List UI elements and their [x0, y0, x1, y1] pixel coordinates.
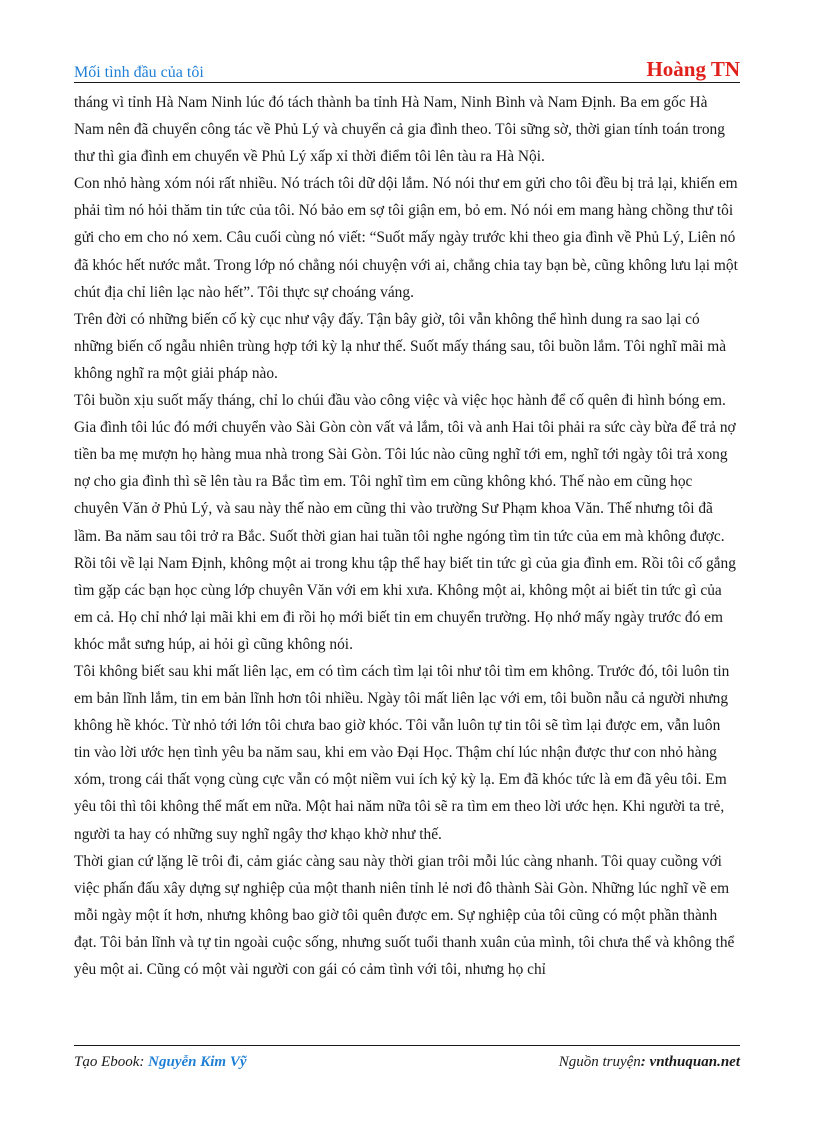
header-divider — [74, 82, 740, 83]
page-header — [74, 48, 740, 82]
footer-divider — [74, 1045, 740, 1046]
paragraph: Thời gian cứ lặng lẽ trôi đi, cảm giác càng sau này thời gian trôi mỗi lúc càng nhanh. Tôi quay cuồng với việc phấn đấu xây dựng sự nghiệp của một thanh niên tỉnh lẻ nơi đô thành Sài Gòn. Những lúc nghĩ về em mỗi ngày một ít hơn, nhưng không bao giờ tôi quên được em. Sự nghiệp của tôi cũng có một phần thành đạt. Tôi bản lĩnh và tự tin ngoài cuộc sống, nhưng suốt tuổi thanh xuân của mình, tôi chưa thể và không thể yêu một ai. Cũng có một vài người con gái có cảm tình với tôi, nhưng họ chỉ — [74, 852, 735, 978]
author-name: Hoàng TN — [646, 57, 740, 81]
document-title: Mối tình đầu của tôi — [74, 64, 204, 81]
paragraph: Con nhỏ hàng xóm nói rất nhiều. Nó trách tôi dữ dội lắm. Nó nói thư em gửi cho tôi đều bị trả lại, khiến em phải tìm nó hỏi thăm tin tức của tôi. Nó bảo em sợ tôi giận em, bỏ em. Nó nói em mang hàng chồng thư tôi gửi cho em cho nó xem. Câu cuối cùng nó viết: “Suốt mấy ngày trước khi theo gia đình về Phủ Lý, Liên nó đã khóc hết nước mắt. Trong lớp nó chẳng nói chuyện với ai, chẳng chia tay bạn bè, cũng không lưu lại một chút địa chỉ liên lạc nào hết”. Tôi thực sự choáng váng. — [74, 175, 738, 301]
body-text — [74, 89, 740, 983]
paragraph: Tôi buồn xịu suốt mấy tháng, chỉ lo chúi đầu vào công việc và việc học hành để cố quên đi hình bóng em. Gia đình tôi lúc đó mới chuyển vào Sài Gòn còn vất vả lắm, tôi và anh Hai tôi phải ra sức cày bừa để trả nợ tiền ba mẹ mượn họ hàng mua nhà trong Sài Gòn. Tôi lúc nào cũng nghĩ tới em, nghĩ tới ngày tôi trả xong nợ cho gia đình thì sẽ lên tàu ra Bắc tìm em. Tôi nghĩ tìm em cũng không khó. Thế nào em cũng học chuyên Văn ở Phủ Lý, và sau này thế nào em cũng thi vào trường Sư Phạm khoa Văn. Thế nhưng tôi đã lầm. Ba năm sau tôi trở ra Bắc. Suốt thời gian hai tuần tôi nghe ngóng tìm tin tức của em mà không được. Rồi tôi về lại Nam Định, không một ai trong khu tập thể hay biết tin tức gì của gia đình em. Rồi tôi cố gắng tìm gặp các bạn học cùng lớp chuyên Văn với em khi xưa. Không một ai, không một ai biết tin tức gì của em cả. Họ chỉ nhớ lại mãi khi em đi rồi họ mới biết tin em chuyển trường. Họ nhớ mấy ngày trước đó em khóc mắt sưng húp, ai hỏi gì cũng không nói. — [74, 392, 736, 653]
ebook-label: Tạo Ebook — [74, 1054, 140, 1070]
paragraph: Tôi không biết sau khi mất liên lạc, em có tìm cách tìm lại tôi như tôi tìm em không. Trước đó, tôi luôn tin em bản lĩnh lắm, tin em bản lĩnh hơn tôi nhiều. Ngày tôi mất liên lạc với em, tôi buồn nẫu cả người nhưng không hề khóc. Từ nhỏ tới lớn tôi chưa bao giờ khóc. Tôi vẫn luôn tự tin tôi sẽ tìm lại được em, vẫn luôn tin vào lời ước hẹn tình yêu ba năm sau, khi em vào Đại Học. Thậm chí lúc nhận được thư con nhỏ hàng xóm, trong cái thất vọng cùng cực vẫn có một niềm vui ích kỷ kỳ lạ. Em đã khóc tức là em đã yêu tôi. Em yêu tôi thì tôi không thể mất em nữa. Một hai năm nữa tôi sẽ ra tìm em theo lời ước hẹn. Khi người ta trẻ, người ta hay có những suy nghĩ ngây thơ khạo khờ như thế. — [74, 662, 730, 843]
page-footer — [74, 1054, 740, 1071]
paragraph: tháng vì tỉnh Hà Nam Ninh lúc đó tách thành ba tỉnh Hà Nam, Ninh Bình và Nam Định. Ba em gốc Hà Nam nên đã chuyển công tác về Phủ Lý và chuyển cả gia đình theo. Tôi sững sờ, thời gian tính toán trong thư thì gia đình em chuyển về Phủ Lý xấp xỉ thời điểm tôi lên tàu ra Hà Nội. — [74, 94, 725, 166]
source-label: Nguồn truyện — [558, 1054, 641, 1070]
source-credit — [559, 1054, 740, 1071]
source-site: vnthuquan.net — [649, 1054, 740, 1070]
ebook-creator-name: Nguyễn Kim Vỹ — [148, 1054, 247, 1070]
source-separator: : — [640, 1054, 650, 1070]
paragraph: Trên đời có những biến cố kỳ cục như vậy đấy. Tận bây giờ, tôi vẫn không thể hình dung ra sao lại có những biến cố ngẫu nhiên trùng hợp tới kỳ lạ như thế. Suốt mấy tháng sau, tôi buồn lắm. Tôi nghĩ mãi mà không nghĩ ra một giải pháp nào. — [74, 310, 727, 382]
ebook-credit — [74, 1054, 247, 1071]
ebook-separator: : — [139, 1054, 149, 1070]
